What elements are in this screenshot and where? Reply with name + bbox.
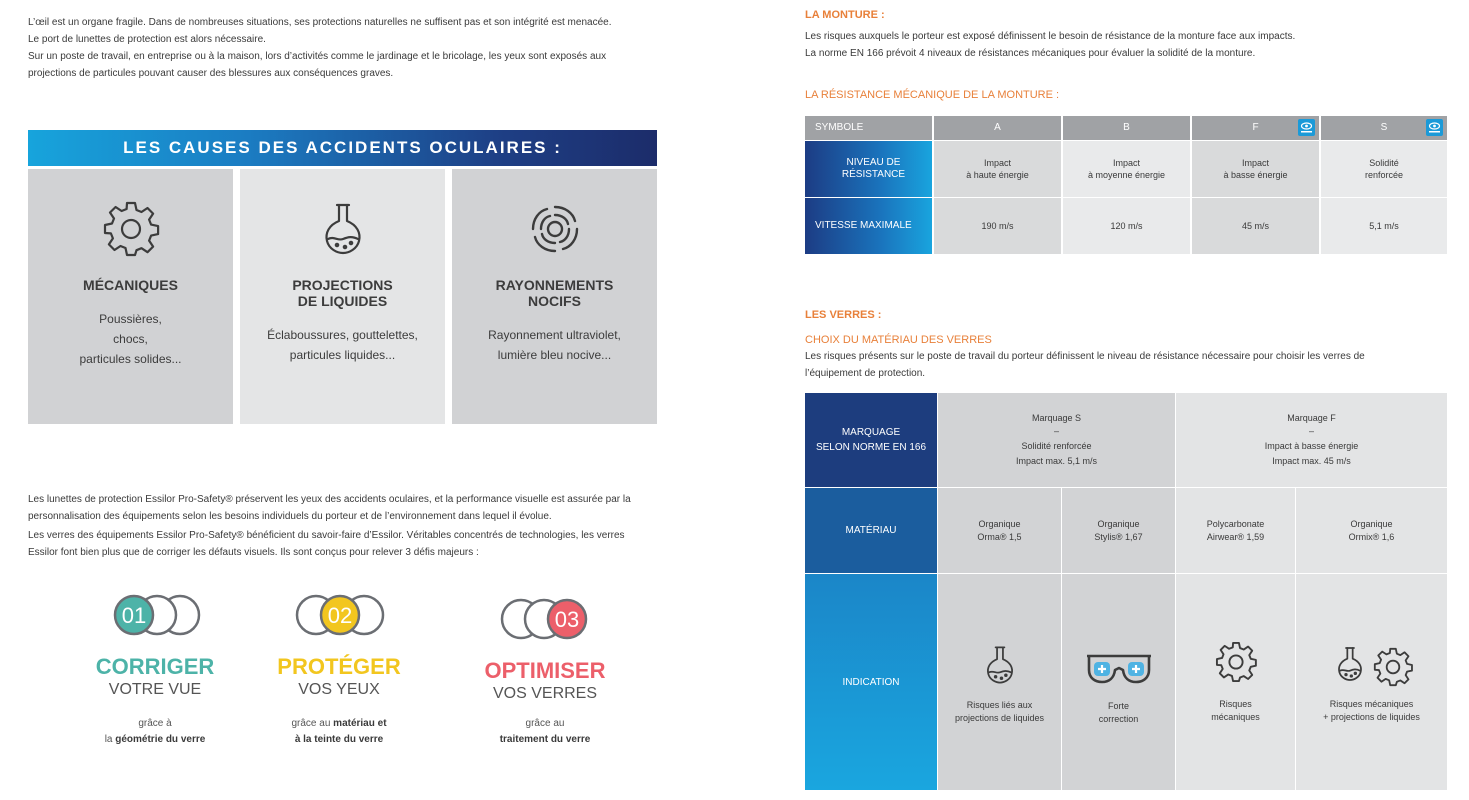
speed-cell: 45 m/s	[1192, 198, 1319, 254]
materiau-cell	[1176, 488, 1295, 573]
table-header-cell: B	[1063, 116, 1190, 140]
cell-line: Risques mécaniques	[1329, 699, 1414, 709]
safety-glasses-icon	[1084, 648, 1154, 688]
challenge-note-bold: géométrie du verre	[115, 734, 206, 745]
challenge-subtitle: VOS YEUX	[298, 681, 380, 698]
challenge-badge-02	[294, 593, 386, 637]
materiau-cell	[1062, 488, 1175, 573]
verres-line: l’équipement de protection.	[805, 368, 926, 379]
speed-cell: 120 m/s	[1063, 198, 1190, 254]
challenge-note-line: grâce au	[525, 718, 565, 729]
cause-desc-line: lumière bleu nocive...	[497, 348, 612, 362]
cell-line: projections de liquides	[954, 713, 1045, 723]
challenge-note-line	[80, 732, 230, 748]
cause-card-liquids	[240, 169, 445, 424]
resistance-cell	[1321, 141, 1447, 197]
row-label-resistance: NIVEAU DE RÉSISTANCE	[805, 141, 932, 197]
cause-title-line: NOCIFS	[528, 293, 581, 309]
cause-title	[240, 277, 445, 309]
table-header-cell: F	[1192, 116, 1319, 140]
intro-line: Sur un poste de travail, en entreprise ou à la maison, lors d’activités comme le jardinage et le bricolage, les yeux sont exposés aux	[28, 51, 607, 62]
cell-line: Impact à basse énergie	[1264, 441, 1359, 451]
challenge-note	[80, 716, 230, 748]
marquage-s-cell	[938, 393, 1175, 487]
intro-line: projections de particules pouvant causer des blessures aux conséquences graves.	[28, 68, 394, 79]
lens-table	[805, 393, 1447, 790]
indication-cell	[1176, 574, 1295, 790]
body-line: Les verres des équipements Essilor Pro-Safety® bénéficient du savoir-faire d’Essilor. Véritables concentrés de technologies, les verres	[28, 530, 625, 541]
challenge-badge-01	[110, 593, 202, 637]
intro-line: L’œil est un organe fragile. Dans de nombreuses situations, ses protections naturelles ne suffisent pas et son intégrité est menacée.	[28, 17, 612, 28]
challenge-title: OPTIMISER	[484, 658, 606, 683]
gear-icon	[1372, 646, 1414, 688]
challenge-title: CORRIGER	[95, 654, 215, 679]
materiau-cell	[1296, 488, 1447, 573]
row-label-marquage	[805, 393, 937, 487]
cell-line: Marquage F	[1287, 413, 1336, 423]
cause-desc-line: particules solides...	[79, 352, 182, 366]
table-header-cell: A	[934, 116, 1061, 140]
challenge-note-bold: traitement du verre	[499, 734, 591, 745]
cell-line: à basse énergie	[1223, 170, 1288, 180]
cause-desc-line: particules liquides...	[289, 348, 396, 362]
gear-icon	[1214, 640, 1258, 684]
cell-line: Forte	[1107, 701, 1129, 711]
row-label-speed: VITESSE MAXIMALE	[805, 198, 932, 254]
challenge-subtitle: VOS VERRES	[492, 685, 598, 702]
challenge-subtitle: VOTRE VUE	[108, 681, 202, 698]
gear-icon	[101, 199, 161, 259]
indication-cell	[938, 574, 1061, 790]
challenge-note-line	[264, 732, 414, 748]
cell-line: + projections de liquides	[1323, 712, 1420, 722]
body-line: Les lunettes de protection Essilor Pro-Safety® préservent les yeux des accidents oculaires, et la performance visuelle est assurée par la	[28, 494, 631, 505]
cell-line: Impact	[1112, 158, 1140, 168]
cause-title	[28, 277, 233, 293]
resistance-table	[805, 116, 1447, 254]
cell-line: Marquage S	[1031, 413, 1082, 423]
flask-icon	[978, 639, 1022, 691]
cell-line: Impact max. 5,1 m/s	[1015, 456, 1098, 466]
cell-line: renforcée	[1364, 170, 1404, 180]
cell-line: –	[1308, 426, 1314, 436]
challenge-title: PROTÉGER	[277, 654, 401, 679]
cell-line: Risques liés aux	[966, 700, 1033, 710]
cause-title-line: RAYONNEMENTS	[495, 277, 614, 293]
flask-icon	[1330, 640, 1370, 688]
essilor-logo-icon	[1298, 119, 1315, 136]
cell-line: à haute énergie	[966, 170, 1029, 180]
table-header-cell: SYMBOLE	[805, 116, 932, 140]
cause-desc	[28, 309, 233, 369]
cause-desc-line: chocs,	[113, 332, 148, 346]
cell-line: mécaniques	[1211, 712, 1260, 722]
flask-icon	[313, 199, 373, 259]
challenge-number: 02	[327, 603, 353, 628]
causes-banner: LES CAUSES DES ACCIDENTS OCULAIRES :	[28, 130, 657, 166]
monture-text	[805, 28, 1445, 62]
materiau-cell	[938, 488, 1061, 573]
cause-card-radiation	[452, 169, 657, 424]
label-line: SELON NORME EN 166	[815, 442, 927, 453]
cause-title-line: MÉCANIQUES	[83, 277, 178, 293]
resistance-cell	[1192, 141, 1319, 197]
cell-line: Ormix® 1,6	[1348, 531, 1395, 542]
cause-title-line: DE LIQUIDES	[297, 293, 388, 309]
cell-line: Risques	[1219, 699, 1252, 709]
resistance-cell	[1063, 141, 1190, 197]
marquage-f-cell	[1176, 393, 1447, 487]
verres-subheading: CHOIX DU MATÉRIAU DES VERRES	[805, 334, 992, 346]
monture-line: Les risques auxquels le porteur est exposé définissent le besoin de résistance de la monture face aux impacts.	[805, 31, 1296, 42]
cell-line: Impact max. 45 m/s	[1272, 456, 1351, 466]
cell-line: Solidité renforcée	[1021, 441, 1092, 451]
speed-cell: 190 m/s	[934, 198, 1061, 254]
challenge-note	[264, 716, 414, 748]
challenge-note-bold: matériau et	[333, 718, 387, 729]
table-header-cell: S	[1321, 116, 1447, 140]
cell-line: Organique	[1097, 518, 1140, 529]
challenge-note-line	[470, 732, 620, 748]
cell-line: –	[1053, 426, 1059, 436]
indication-cell	[1062, 574, 1175, 790]
row-label-indication: INDICATION	[805, 574, 937, 790]
cause-desc-line: Rayonnement ultraviolet,	[488, 328, 621, 342]
cause-card-mechanical	[28, 169, 233, 424]
cause-desc	[452, 325, 657, 365]
cause-desc	[240, 325, 445, 365]
body-text	[28, 491, 653, 561]
cell-line: Impact	[983, 158, 1011, 168]
row-label-materiau: MATÉRIAU	[805, 488, 937, 573]
resistance-subheading: LA RÉSISTANCE MÉCANIQUE DE LA MONTURE :	[805, 89, 1060, 101]
cause-desc-line: Poussières,	[99, 312, 162, 326]
cell-line: Stylis® 1,67	[1094, 531, 1143, 542]
challenge-number: 01	[121, 603, 147, 628]
verres-heading: LES VERRES :	[805, 309, 882, 321]
monture-line: La norme EN 166 prévoit 4 niveaux de résistances mécaniques pour évaluer la solidité de la monture.	[805, 48, 1256, 59]
cell-line: Solidité	[1369, 158, 1399, 168]
cell-line: Airwear® 1,59	[1206, 531, 1265, 542]
challenge-note-line: grâce à	[138, 718, 172, 729]
cause-desc-line: Éclaboussures, gouttelettes,	[267, 328, 418, 342]
monture-heading: LA MONTURE :	[805, 9, 885, 21]
verres-text	[805, 348, 1445, 382]
cell-line: Polycarbonate	[1206, 518, 1265, 529]
radiation-swirl-icon	[525, 199, 585, 259]
indication-cell	[1296, 574, 1447, 790]
cause-title	[452, 277, 657, 309]
challenge-note	[470, 716, 620, 748]
cell-line: correction	[1098, 714, 1139, 724]
intro-line: Le port de lunettes de protection est alors nécessaire.	[28, 34, 266, 45]
challenge-note-plain: grâce au	[291, 718, 334, 729]
speed-cell: 5,1 m/s	[1321, 198, 1447, 254]
cell-line: Impact	[1241, 158, 1269, 168]
verres-line: Les risques présents sur le poste de travail du porteur définissent le niveau de résistance nécessaire pour choisir les verres de	[805, 351, 1365, 362]
challenge-number: 03	[554, 607, 580, 632]
cell-line: Orma® 1,5	[977, 531, 1022, 542]
body-line: personnalisation des équipements selon les besoins individuels du porteur et de l’environnement dans lequel il évolue.	[28, 511, 552, 522]
challenge-note-bold: à la teinte du verre	[294, 734, 384, 745]
intro-text	[28, 14, 648, 82]
cell-line: Organique	[1350, 518, 1393, 529]
cell-line: Organique	[978, 518, 1021, 529]
body-line: Essilor font bien plus que de corriger les défauts visuels. Ils sont conçus pour relever 3 défis majeurs :	[28, 547, 479, 558]
essilor-logo-icon	[1426, 119, 1443, 136]
challenge-note-line	[264, 716, 414, 732]
resistance-cell	[934, 141, 1061, 197]
label-line: MARQUAGE	[841, 427, 901, 438]
cell-line: à moyenne énergie	[1087, 170, 1166, 180]
icon-pair	[1330, 640, 1414, 688]
challenge-note-plain: la	[104, 734, 116, 745]
challenge-badge-03	[499, 597, 593, 641]
cause-title-line: PROJECTIONS	[292, 277, 393, 293]
